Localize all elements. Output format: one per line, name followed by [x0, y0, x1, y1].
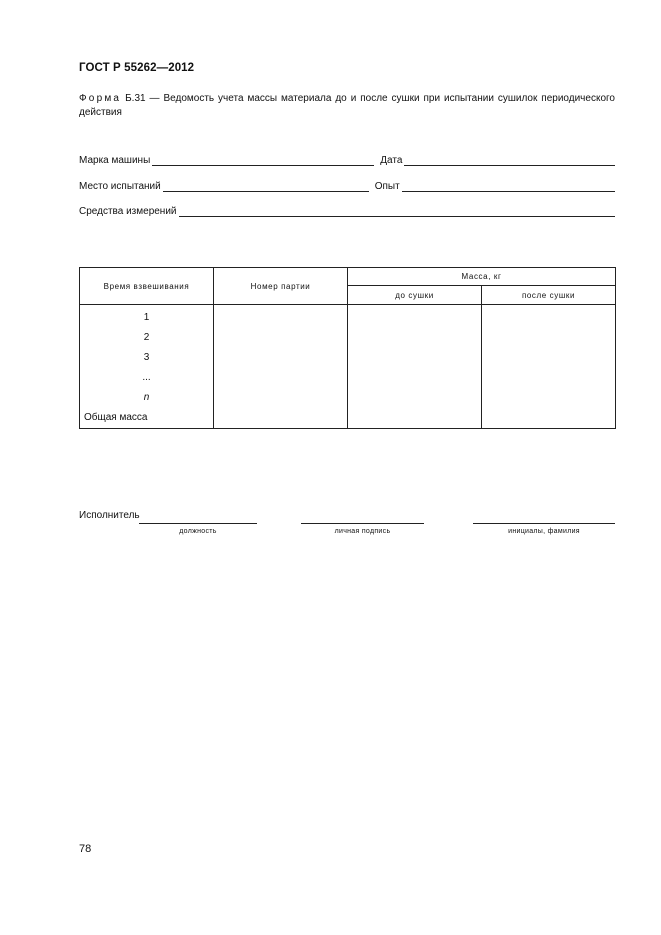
position-line[interactable]	[139, 520, 257, 524]
measuring-tools-label: Средства измерений	[79, 206, 177, 217]
date-field[interactable]	[404, 155, 615, 166]
signature-block	[79, 510, 615, 540]
after-drying-cell[interactable]	[482, 305, 616, 429]
row-label-n: n	[143, 392, 150, 403]
batch-column-cell[interactable]	[214, 305, 348, 429]
experiment-label: Опыт	[374, 181, 400, 192]
row-label-2: 2	[143, 332, 150, 343]
measuring-tools-field[interactable]	[179, 206, 615, 217]
test-place-field[interactable]	[163, 181, 369, 192]
name-caption: инициалы, фамилия	[508, 528, 580, 535]
experiment-field[interactable]	[402, 181, 615, 192]
header-mass: Масса, кг	[348, 268, 616, 286]
test-place-label: Место испытаний	[79, 181, 161, 192]
performer-label: Исполнитель	[79, 510, 140, 521]
weighing-table	[79, 267, 616, 429]
form-title-text: Б.31 — Ведомость учета массы материала до и после сушки при испытании сушилок периодического действия	[79, 93, 615, 118]
row-label-ellipsis: ...	[142, 372, 151, 383]
standard-code: ГОСТ Р 55262—2012	[79, 62, 195, 74]
page-number: 78	[79, 843, 92, 855]
total-mass-label: Общая масса	[84, 412, 148, 423]
header-time: Время взвешивания	[80, 268, 214, 305]
date-label: Дата	[380, 155, 403, 166]
before-drying-cell[interactable]	[348, 305, 482, 429]
machine-brand-field[interactable]	[152, 155, 374, 166]
name-line[interactable]	[473, 520, 615, 524]
place-experiment-row	[79, 178, 615, 192]
position-caption: должность	[179, 528, 217, 535]
measuring-tools-row	[79, 203, 615, 217]
form-label: Форма	[79, 93, 122, 104]
signature-caption: личная подпись	[334, 528, 391, 535]
header-batch: Номер партии	[214, 268, 348, 305]
row-label-1: 1	[143, 312, 150, 323]
signature-line[interactable]	[301, 520, 424, 524]
header-after-drying: после сушки	[482, 286, 616, 305]
row-label-3: 3	[143, 352, 150, 363]
machine-date-row	[79, 152, 615, 166]
form-title	[79, 92, 615, 120]
time-column	[80, 305, 214, 429]
machine-brand-label: Марка машины	[79, 155, 151, 166]
header-before-drying: до сушки	[348, 286, 482, 305]
